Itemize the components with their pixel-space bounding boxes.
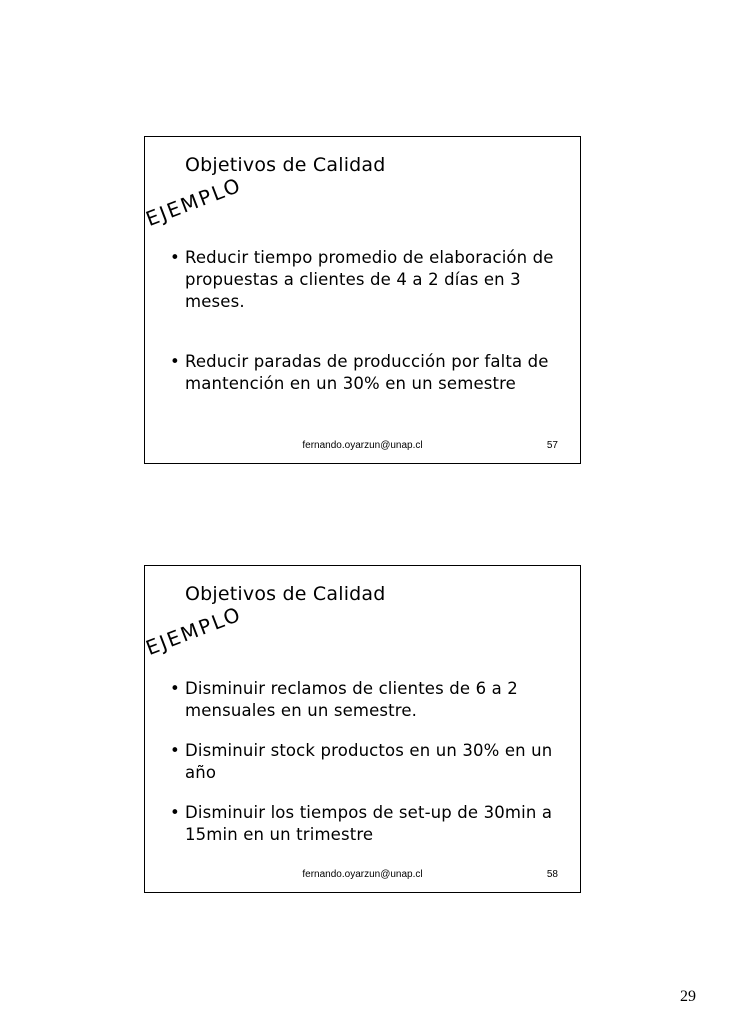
- slide-title: Objetivos de Calidad: [185, 154, 386, 176]
- bullet-icon: •: [170, 679, 180, 698]
- example-stamp: EJEMPLO: [142, 172, 245, 231]
- slide-57: [144, 136, 581, 464]
- example-stamp: EJEMPLO: [142, 601, 245, 660]
- list-item: [167, 802, 577, 846]
- bullet-list: [167, 247, 577, 433]
- slide-title: Objetivos de Calidad: [185, 583, 386, 605]
- slide-number: 57: [546, 440, 558, 451]
- bullet-icon: •: [170, 741, 180, 760]
- list-item: [167, 247, 577, 313]
- slide-58: [144, 565, 581, 893]
- list-item: [167, 678, 577, 722]
- list-item: [167, 740, 577, 784]
- slide-number: 58: [546, 869, 558, 880]
- bullet-text: Disminuir stock productos en un 30% en un año: [185, 741, 553, 782]
- bullet-icon: •: [170, 803, 180, 822]
- bullet-icon: •: [170, 248, 180, 267]
- bullet-text: Disminuir reclamos de clientes de 6 a 2 mensuales en un semestre.: [185, 679, 518, 720]
- bullet-icon: •: [170, 352, 180, 371]
- footer-email: fernando.oyarzun@unap.cl: [302, 869, 423, 880]
- list-item: [167, 351, 577, 395]
- bullet-text: Disminuir los tiempos de set-up de 30min a 15min en un trimestre: [185, 803, 553, 844]
- bullet-text: Reducir paradas de producción por falta de mantención en un 30% en un semestre: [185, 352, 549, 393]
- bullet-list: [167, 678, 577, 864]
- footer-email: fernando.oyarzun@unap.cl: [302, 440, 423, 451]
- page-number: 29: [680, 988, 696, 1005]
- bullet-text: Reducir tiempo promedio de elaboración de propuestas a clientes de 4 a 2 días en 3 meses.: [185, 248, 554, 311]
